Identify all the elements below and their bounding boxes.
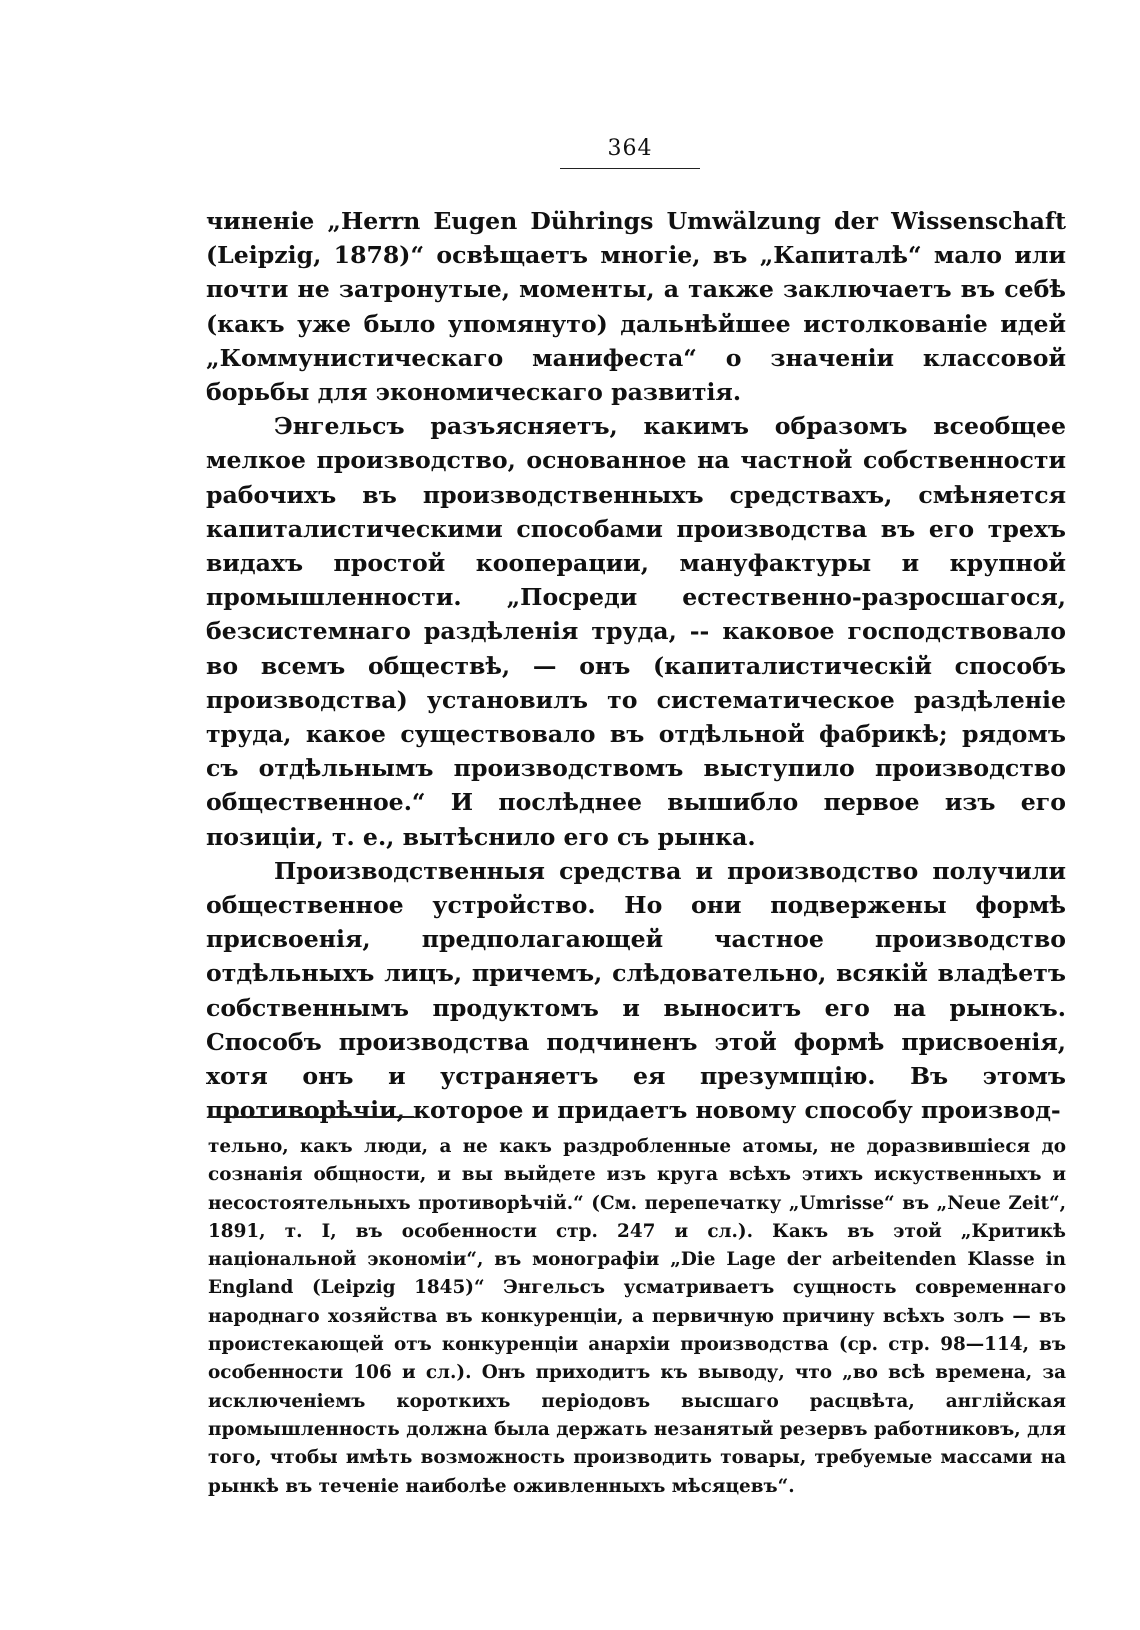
- paragraph-engels: Энгельсъ разъясняетъ, какимъ образомъ всеобщее мелкое производство, основанное на частной собственности рабочихъ въ производственныхъ средствахъ, смѣняется капиталистическими способами производства въ его трехъ видахъ простой кооперации, мануфактуры и крупной промышленности. „Посреди естественно-разросшагося, безсистемнаго раздѣленія труда, -- каковое господствовало во всемъ обществѣ, — онъ (капиталистическій способъ производства) установилъ то систематическое раздѣленіе труда, какое существовало въ отдѣльной фабрикѣ; рядомъ съ отдѣльнымъ производствомъ выступило производство общественное.“ И послѣднее вышибло первое изъ его позиціи, т. е., вытѣснило его съ рынка.: [206, 412, 1066, 851]
- paragraph-production-means: Производственныя средства и производство получили общественное устройство. Но они подвержены формѣ присвоенія, предполагающей частное производство отдѣльныхъ лицъ, причемъ, слѣдовательно, всякій владѣетъ собственнымъ продуктомъ и выноситъ его на рынокъ. Способъ производства подчиненъ этой формѣ присвоенія, хотя онъ и устраняетъ ея презумпцію. Въ этомъ противорѣчіи, которое и придаетъ новому способу производ-: [206, 856, 1066, 1125]
- footnote-text: тельно, какъ люди, а не какъ раздробленные атомы, не доразвившіеся до сознанія общности, и вы выйдете изъ круга всѣхъ этихъ искуственныхъ и несостоятельныхъ противорѣчій.“ (См. перепечатку „Umrisse“ въ „Neue Zeit“, 1891, т. I, въ особенности стр. 247 и сл.). Какъ въ этой „Критикѣ національной экономіи“, въ монографіи „Die Lage der arbeitenden Klasse in England (Leipzig 1845)“ Энгельсъ усматриваетъ сущность современнаго народнаго хозяйства въ конкуренціи, а первичную причину всѣхъ золъ — въ проистекающей отъ конкуренціи анархіи производства (ср. стр. 98—114, въ особенности 106 и сл.). Онъ приходитъ къ выводу, что „во всѣ времена, за исключеніемъ короткихъ періодовъ высшаго расцвѣта, англійская промышленность должна была держать незанятый резервъ работниковъ, для того, чтобы имѣть возможность производить товары, требуемые массами на рынкѣ въ теченіе наиболѣе оживленныхъ мѣсяцевъ“.: [208, 1136, 1066, 1497]
- header-rule: [560, 168, 700, 169]
- paragraph-continuation: чиненіе „Herrn Eugen Dührings Umwälzung der Wissenschaft (Leipzig, 1878)“ освѣщаетъ многіе, въ „Капиталѣ“ мало или почти не затронутые, моменты, а также заключаетъ въ себѣ (какъ уже было упомянуто) дальнѣйшее истолкованіе идей „Коммунистическаго манифеста“ о значеніи классовой борьбы для экономическаго развитія.: [206, 207, 1066, 407]
- page-number: 364: [607, 136, 653, 161]
- main-body-text: [206, 204, 1066, 1127]
- footnote-rule: [208, 1116, 414, 1118]
